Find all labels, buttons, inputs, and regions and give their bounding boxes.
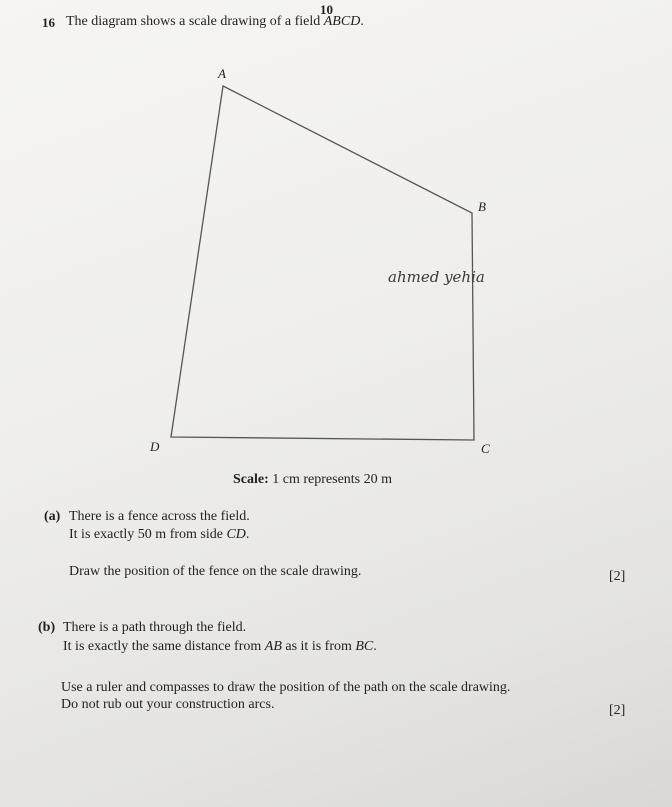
- side-cd: CD: [226, 527, 246, 542]
- scale-caption: Scale: 1 cm represents 20 m: [233, 472, 393, 487]
- part-a-instruction: Draw the position of the fence on the scale drawing.: [69, 564, 362, 579]
- side-bc: BC: [355, 639, 374, 654]
- field-outline: [171, 86, 474, 440]
- handwritten-watermark: ahmed yehia: [388, 268, 485, 286]
- part-a-line2: It is exactly 50 m from side CD.: [69, 527, 250, 542]
- part-b-instruction1: Use a ruler and compasses to draw the position of the path on the scale drawing.: [61, 680, 511, 695]
- part-b-line2: It is exactly the same distance from AB as it is from BC.: [63, 639, 377, 654]
- vertex-label-a: A: [218, 66, 226, 81]
- part-b-line1: There is a path through the field.: [63, 620, 247, 635]
- part-b-instruction2: Do not rub out your construction arcs.: [61, 697, 275, 712]
- part-a-label: (a): [44, 509, 61, 524]
- question-number: 16: [42, 15, 55, 30]
- side-ab: AB: [264, 639, 282, 654]
- part-a-marks: [2]: [609, 569, 626, 584]
- part-b-marks: [2]: [609, 703, 626, 718]
- vertex-label-b: B: [478, 199, 486, 214]
- vertex-label-c: C: [481, 441, 490, 456]
- vertex-label-d: D: [150, 439, 160, 454]
- part-b-label: (b): [38, 620, 56, 635]
- page-number: 10: [320, 2, 333, 17]
- field-name: ABCD: [323, 14, 361, 29]
- question-intro: The diagram shows a scale drawing of a field ABCD.: [66, 14, 364, 29]
- part-a-line1: There is a fence across the field.: [69, 509, 250, 524]
